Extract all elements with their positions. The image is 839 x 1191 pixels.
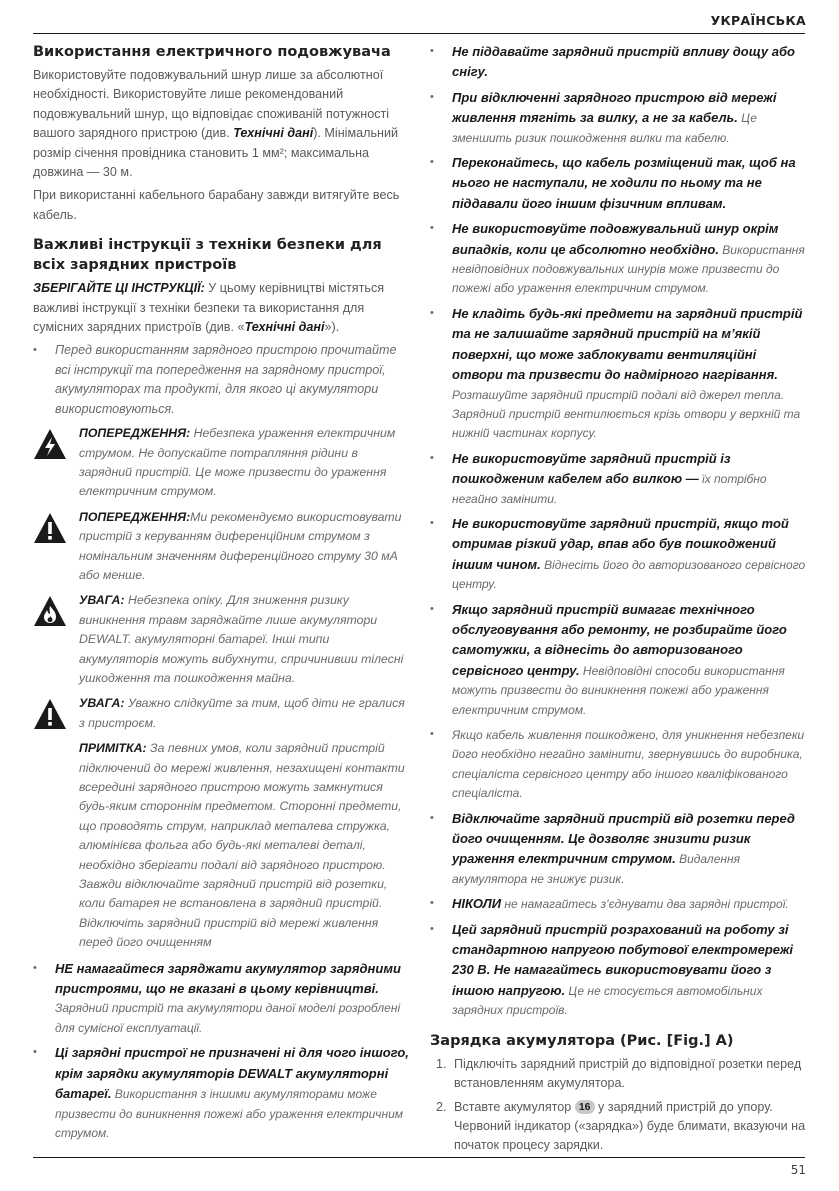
list-item (33, 341, 409, 419)
bullet-bold-text: НЕ намагайтеся заряджати акумулятор зарядними пристроями, що не вказані в цьому керівництві. (55, 960, 401, 997)
electric-hazard-icon (33, 428, 67, 460)
save-text-a: У цьому керівництві містяться важливі інструкції з техніки безпеки та використання для сумісних зарядних пристроїв (див. « (33, 281, 385, 335)
warning-label: ПОПЕРЕДЖЕННЯ: (79, 426, 191, 441)
bullet-bold-text: Відключайте зарядний пристрій від розетки перед його очищенням. Це дозволяє знизити ризик ураження електричним струмом. (452, 810, 795, 867)
bullet-text: не намагайтесь з’єднувати два зарядні пристрої. (501, 897, 789, 912)
left-column (33, 42, 409, 1148)
list-item (430, 920, 806, 1021)
charger-compat-list (33, 959, 409, 1144)
charging-steps (430, 1055, 806, 1156)
caution-burn (33, 591, 409, 688)
list-item (33, 1043, 409, 1143)
bullet-text: Зарядний пристрій та акумулятори даної моделі розроблені для сумісної експлуатації. (55, 1001, 401, 1035)
step-text-a: Вставте акумулятор (454, 1099, 575, 1114)
save-text-b: »). (324, 320, 340, 335)
warning-exclamation-icon (33, 698, 67, 730)
step-item (430, 1098, 806, 1156)
note-block (33, 739, 409, 952)
step-item (430, 1055, 806, 1094)
bullet-text: Невідповідні способи використання можуть призвести до виникнення пожежі або ураження електричним струмом. (452, 663, 785, 717)
caution-label: УВАГА: (79, 696, 125, 711)
save-instructions-paragraph (33, 279, 409, 337)
caution-text: Уважно слідкуйте за тим, щоб діти не гралися з пристроєм. (79, 696, 405, 730)
note-label: ПРИМІТКА: (79, 741, 147, 756)
list-item (430, 304, 806, 444)
extension-cord-paragraph (33, 66, 409, 182)
list-item (430, 449, 806, 509)
language-label: УКРАЇНСЬКА (710, 13, 806, 28)
page-number: 51 (790, 1163, 806, 1177)
bullet-bold-text: Переконайтесь, що кабель розміщений так, щоб на нього не наступали, не ходили по ньому та не піддавали його іншим фізичним впливам. (452, 155, 796, 211)
warning-text: Небезпека ураження електричним струмом. Не допускайте потрапляння рідини в зарядний пристрій. Це може призвести до ураження електричним струмом. (79, 426, 396, 499)
list-item (430, 88, 806, 148)
list-item (430, 219, 806, 299)
tech-data-reference: Технічні дані (244, 320, 325, 335)
bullet-text: Використання з іншими акумуляторами може призвести до виникнення пожежі або ураження електричним струмом. (55, 1087, 403, 1140)
bullet-bold-text: При відключенні зарядного пристрою від мережі живлення тягніть за вилку, а не за кабель. (452, 89, 777, 126)
fire-hazard-icon (33, 595, 67, 627)
caution-children (33, 694, 409, 733)
bullet-bold-text: Цей зарядний пристрій розрахований на роботу зі стандартною напругою побутової електромережі 230 В. Не намагайтесь використовувати його з іншою напругою. (452, 921, 794, 998)
bullet-text: Це зменшить ризик пошкодження вилки та кабелю. (452, 111, 757, 145)
warning-rcd (33, 508, 409, 586)
bullet-text: їх потрібно негайно замінити. (452, 472, 767, 506)
top-rule (33, 33, 805, 34)
step-text-b: у зарядний пристрій до упору. Червоний індикатор («зарядка») буде блимати, вказуючи на початок процесу зарядки. (454, 1099, 806, 1153)
cable-reel-paragraph: При використанні кабельного барабану завжди витягуйте весь кабель. (33, 188, 400, 222)
bullet-text: Це не стосується автомобільних зарядних пристроїв. (452, 983, 763, 1018)
right-column (430, 42, 806, 1160)
list-item (430, 809, 806, 890)
safety-heading: Важливі інструкції з техніки безпеки для всіх зарядних пристроїв (33, 237, 382, 274)
step-number: 1. (436, 1056, 447, 1071)
save-lead: ЗБЕРІГАЙТЕ ЦІ ІНСТРУКЦІЇ: (33, 281, 205, 296)
list-item (430, 153, 806, 214)
safety-rules-list (430, 42, 806, 1021)
bullet-bold-text: Не використовуйте зарядний пристрій із пошкодженим кабелем або вилкою — (452, 450, 731, 487)
list-item (33, 959, 409, 1039)
bullet-text: Віднесіть його до авторизованого сервісного центру. (452, 557, 806, 592)
bullet-text: Розташуйте зарядний пристрій подалі від джерел тепла. Зарядний пристрій вентилюється крізь отвори у верхній та нижній частинах корпусу. (452, 387, 801, 441)
warning-electric-shock (33, 424, 409, 502)
charging-heading: Зарядка акумулятора (Рис. [Fig.] A) (430, 1032, 734, 1049)
list-item (430, 600, 806, 720)
note-text: За певних умов, коли зарядний пристрій підключений до мережі живлення, незахищені контакти всередині зарядного пристрою можуть замкнутися будь-яким стороннім предметом. Сторонні предмети, що проводять струм, наприклад металева стружка, алюмінієва фольга або будь-які металеві деталі, необхідно зберігати подалі від зарядного пристрою. Завжди відключайте зарядний пристрій від розетки, коли батарея не встановлена в зарядний пристрій. Відключіть зарядний пристрій від мережі живлення перед його очищенням (79, 741, 405, 950)
list-item (430, 514, 806, 595)
bullet-bold-text: Не кладіть будь-які предмети на зарядний пристрій та не залишайте зарядний пристрій на м’якій поверхні, що може заблокувати вентиляційні отвори та призвести до надмірного нагрівання. (452, 305, 803, 383)
step-number: 2. (436, 1099, 447, 1114)
bullet-bold-text: Не піддавайте зарядний пристрій впливу дощу або снігу. (452, 44, 795, 80)
ext-text-b: ). Мінімальний розмір січення провідника становить 1 мм²; максимальна довжина — 30 м. (33, 126, 399, 180)
warning-exclamation-icon (33, 512, 67, 544)
extension-cord-heading: Використання електричного подовжувача (33, 44, 391, 60)
bullet-bold-text: Не використовуйте зарядний пристрій, якщо той отримав різкий удар, впав або був пошкоджений іншим чином. (452, 515, 789, 572)
read-instructions-list (33, 341, 409, 419)
bullet-bold-text: Ці зарядні пристрої не призначені ні для чого іншого, крім зарядки акумуляторів DEWALT акумуляторні батареї. (55, 1045, 409, 1102)
list-item (430, 894, 806, 914)
caution-text: Небезпека опіку. Для зниження ризику виникнення травм заряджайте лише акумулятори DEWALT. акумуляторні батареї. Інші типи акумуляторів можуть вибухнути, спричинивши тілесні ушкодження та пошкодження майна. (79, 593, 404, 685)
warning-text: Ми рекомендуємо використовувати пристрій з керуванням диференційним струмом з номінальним значенням диференційного струму 30 мА або менше. (79, 509, 402, 582)
bullet-bold-text: Якщо зарядний пристрій вимагає технічного обслуговування або ремонту, не розбирайте його самотужки, а віднесіть до авторизованого сервісного центру. (452, 601, 787, 678)
read-instructions-text: Перед використанням зарядного пристрою прочитайте всі інструкції та попередження на зарядному пристрої, акумуляторах та продукті, для якого ці акумулятори використовуються. (55, 343, 397, 416)
caution-label: УВАГА: (79, 593, 125, 608)
warning-label: ПОПЕРЕДЖЕННЯ: (79, 509, 191, 524)
list-item (430, 42, 806, 83)
list-item (430, 725, 806, 804)
bullet-text: Використання невідповідних подовжувальних шнурів може призвести до пожежі або ураження електричним струмом. (452, 242, 805, 296)
tech-data-reference: Технічні дані (233, 126, 314, 141)
bottom-rule (33, 1157, 805, 1158)
bullet-bold-text: Не використовуйте подовжувальний шнур окрім випадків, коли це абсолютно необхідно. (452, 221, 779, 257)
bullet-bold-text: НІКОЛИ (452, 896, 502, 912)
bullet-text: Якщо кабель живлення пошкоджено, для уникнення небезпеки його необхідно негайно замінити, звернувшись до виробника, спеціаліста сервісного центру або іншого кваліфікованого спеціаліста. (452, 728, 805, 801)
step-text: Підключіть зарядний пристрій до відповідної розетки перед встановленням акумулятора. (454, 1056, 802, 1091)
ext-text-a: Використовуйте подовжувальний шнур лише за абсолютної необхідності. Використовуйте лише рекомендований подовжувальний шнур, що відповідає споживаній потужності вашого зарядного пристрою (див. (33, 68, 390, 141)
part-number-badge: 16 (575, 1100, 595, 1114)
bullet-text: Видалення акумулятора не знижує ризик. (452, 852, 740, 886)
